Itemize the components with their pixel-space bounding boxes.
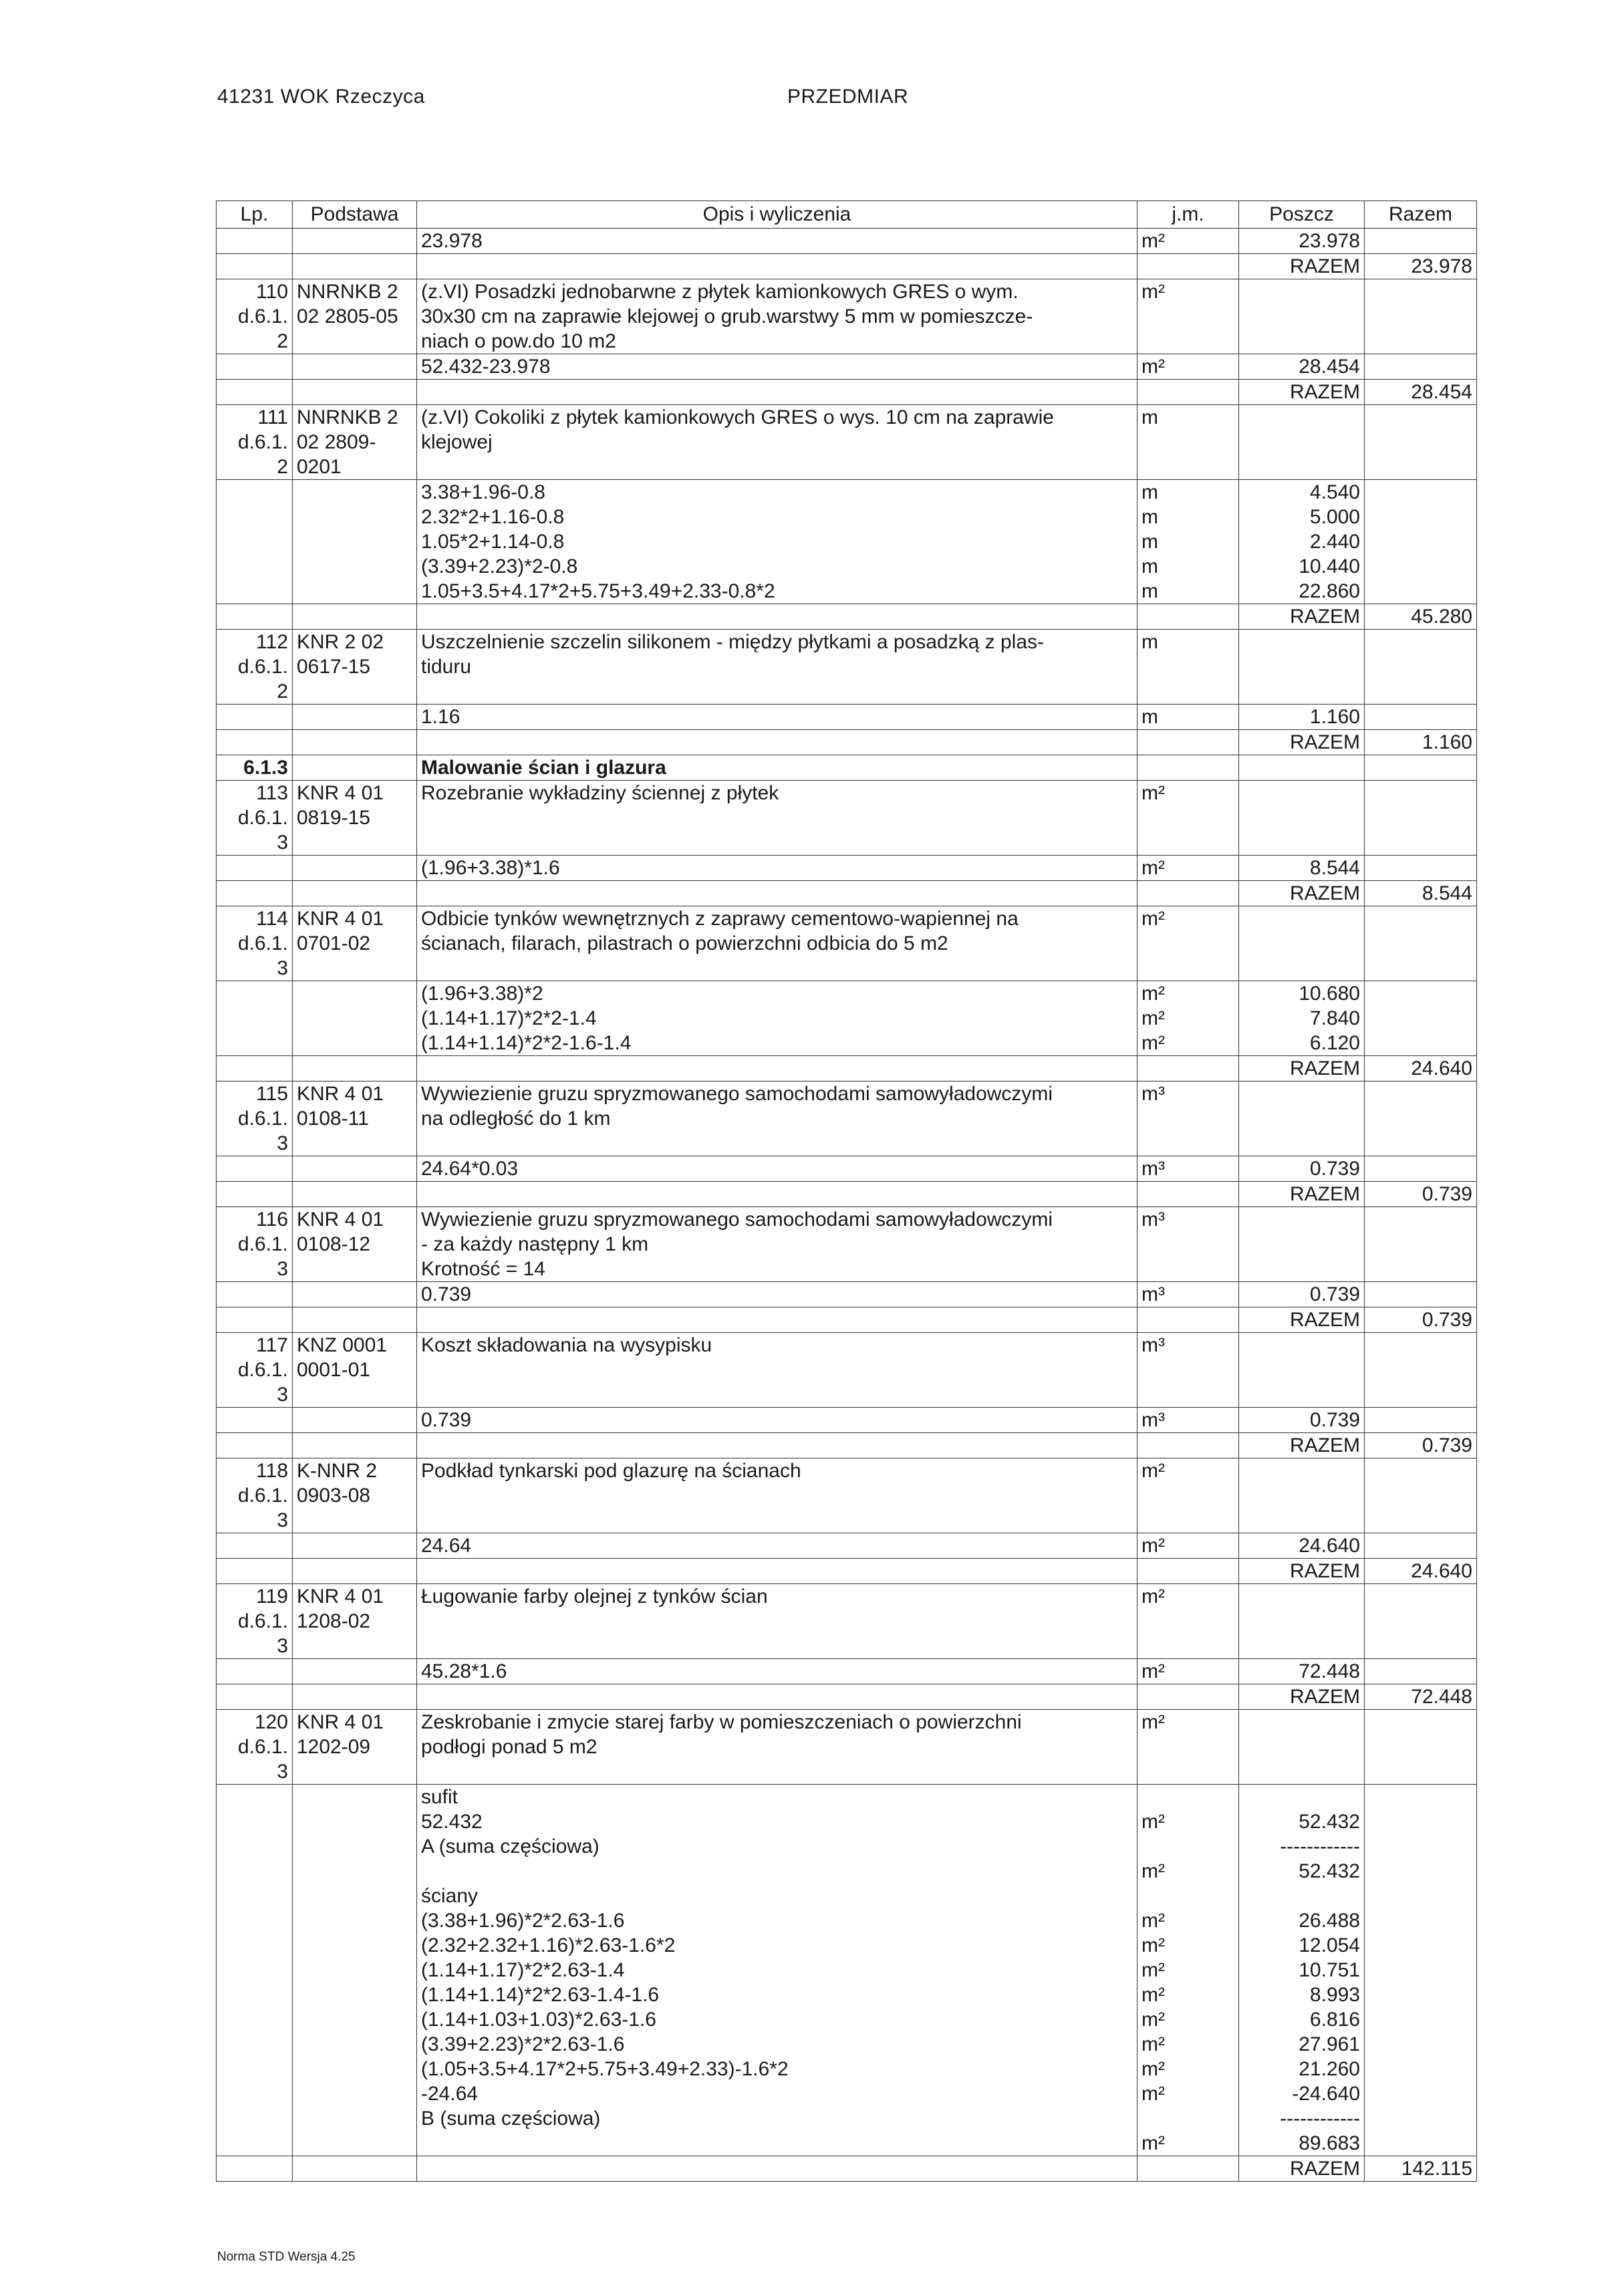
podstawa-cell <box>293 1684 417 1710</box>
jm-cell: m² <box>1137 279 1239 354</box>
lp-cell <box>217 1156 293 1182</box>
opis-cell: sufit 52.432 A (suma częściowa) ściany (3.38+1.96)*2*2.63-1.6 (2.32+2.32+1.16)*2.63-1.6*2 (1.14+1.17)*2*2.63-1.4 (1.14+1.14)*2*2.63-1.4-1.6 (1.14+1.03+1.03)*2.63-1.6 (3.39+2.23)*2*2.63-1.6 (1.05+3.5+4.17*2+5.75+3.49+2.33)-1.6*2 -24.64 B (suma częściowa) <box>417 1785 1137 2156</box>
razem-cell <box>1365 1333 1477 1408</box>
podstawa-cell <box>293 856 417 881</box>
header-company: 41231 WOK Rzeczyca <box>217 86 425 108</box>
opis-cell <box>417 254 1137 279</box>
poszcz-cell <box>1239 1207 1365 1282</box>
opis-cell <box>417 604 1137 630</box>
opis-cell: Wywiezienie gruzu spryzmowanego samochodami samowyładowczymi - za każdy następny 1 km Krotność = 14 <box>417 1207 1137 1282</box>
razem-cell <box>1365 1584 1477 1659</box>
lp-cell: 112 d.6.1. 2 <box>217 630 293 705</box>
table-header-row <box>217 201 1477 229</box>
podstawa-cell <box>293 881 417 906</box>
opis-cell: (z.VI) Posadzki jednobarwne z płytek kamionkowych GRES o wym. 30x30 cm na zaprawie klejowej o grub.warstwy 5 mm w pomieszcze- niach o pow.do 10 m2 <box>417 279 1137 354</box>
poszcz-cell: RAZEM <box>1239 380 1365 405</box>
poszcz-cell: 72.448 <box>1239 1659 1365 1684</box>
lp-cell <box>217 1433 293 1458</box>
razem-cell <box>1365 1533 1477 1559</box>
table-row <box>217 1559 1477 1584</box>
opis-cell: 0.739 <box>417 1282 1137 1307</box>
lp-cell <box>217 1282 293 1307</box>
table-row <box>217 254 1477 279</box>
table-row <box>217 1182 1477 1207</box>
table-row <box>217 1785 1477 2156</box>
opis-cell: Wywiezienie gruzu spryzmowanego samochodami samowyładowczymi na odległość do 1 km <box>417 1081 1137 1156</box>
opis-cell: Koszt składowania na wysypisku <box>417 1333 1137 1408</box>
jm-cell: m² <box>1137 906 1239 981</box>
jm-cell: m² <box>1137 1458 1239 1533</box>
opis-cell <box>417 1182 1137 1207</box>
poszcz-cell <box>1239 1333 1365 1408</box>
jm-cell: m <box>1137 630 1239 705</box>
table-row <box>217 1533 1477 1559</box>
lp-cell <box>217 705 293 730</box>
table-row <box>217 906 1477 981</box>
poszcz-cell <box>1239 1081 1365 1156</box>
table-row <box>217 229 1477 254</box>
podstawa-cell <box>293 755 417 781</box>
poszcz-cell: RAZEM <box>1239 730 1365 755</box>
podstawa-cell <box>293 1307 417 1333</box>
opis-cell: Uszczelnienie szczelin silikonem - między płytkami a posadzką z plas- tiduru <box>417 630 1137 705</box>
razem-cell <box>1365 480 1477 604</box>
podstawa-cell: K-NNR 2 0903-08 <box>293 1458 417 1533</box>
poszcz-cell <box>1239 1584 1365 1659</box>
jm-cell: m² m² m² <box>1137 981 1239 1056</box>
lp-cell <box>217 1408 293 1433</box>
jm-cell <box>1137 380 1239 405</box>
jm-cell: m² <box>1137 1659 1239 1684</box>
podstawa-cell <box>293 1559 417 1584</box>
table-row <box>217 405 1477 480</box>
razem-cell: 45.280 <box>1365 604 1477 630</box>
table-row <box>217 1684 1477 1710</box>
podstawa-cell <box>293 1056 417 1081</box>
opis-cell: 52.432-23.978 <box>417 354 1137 380</box>
podstawa-cell: NNRNKB 2 02 2805-05 <box>293 279 417 354</box>
col-header-lp: Lp. <box>217 201 293 229</box>
jm-cell <box>1137 755 1239 781</box>
podstawa-cell: KNR 4 01 0819-15 <box>293 781 417 856</box>
table-row <box>217 1207 1477 1282</box>
table-row <box>217 1408 1477 1433</box>
poszcz-cell: 28.454 <box>1239 354 1365 380</box>
podstawa-cell: KNR 4 01 0108-11 <box>293 1081 417 1156</box>
poszcz-cell <box>1239 279 1365 354</box>
podstawa-cell: KNR 2 02 0617-15 <box>293 630 417 705</box>
jm-cell: m² <box>1137 1584 1239 1659</box>
lp-cell <box>217 881 293 906</box>
opis-cell: 24.64 <box>417 1533 1137 1559</box>
opis-cell <box>417 730 1137 755</box>
table-row <box>217 1307 1477 1333</box>
table-body <box>217 229 1477 2182</box>
razem-cell <box>1365 1408 1477 1433</box>
table-row <box>217 380 1477 405</box>
table-row <box>217 279 1477 354</box>
razem-cell: 0.739 <box>1365 1433 1477 1458</box>
podstawa-cell: KNZ 0001 0001-01 <box>293 1333 417 1408</box>
lp-cell <box>217 380 293 405</box>
razem-cell: 23.978 <box>1365 254 1477 279</box>
podstawa-cell <box>293 730 417 755</box>
opis-cell: Malowanie ścian i glazura <box>417 755 1137 781</box>
razem-cell <box>1365 405 1477 480</box>
col-header-opis: Opis i wyliczenia <box>417 201 1137 229</box>
razem-cell <box>1365 1710 1477 1785</box>
poszcz-cell: RAZEM <box>1239 254 1365 279</box>
poszcz-cell <box>1239 906 1365 981</box>
poszcz-cell: RAZEM <box>1239 604 1365 630</box>
lp-cell <box>217 1182 293 1207</box>
table-row <box>217 856 1477 881</box>
jm-cell: m³ <box>1137 1207 1239 1282</box>
opis-cell: 45.28*1.6 <box>417 1659 1137 1684</box>
podstawa-cell: KNR 4 01 0108-12 <box>293 1207 417 1282</box>
poszcz-cell: RAZEM <box>1239 1559 1365 1584</box>
podstawa-cell <box>293 981 417 1056</box>
opis-cell: Zeskrobanie i zmycie starej farby w pomieszczeniach o powierzchni podłogi ponad 5 m2 <box>417 1710 1137 1785</box>
podstawa-cell <box>293 1182 417 1207</box>
lp-cell: 114 d.6.1. 3 <box>217 906 293 981</box>
col-header-poszcz: Poszcz <box>1239 201 1365 229</box>
jm-cell <box>1137 1559 1239 1584</box>
razem-cell: 0.739 <box>1365 1182 1477 1207</box>
razem-cell <box>1365 354 1477 380</box>
col-header-jm: j.m. <box>1137 201 1239 229</box>
footer-version: Norma STD Wersja 4.25 <box>217 2250 356 2264</box>
jm-cell <box>1137 881 1239 906</box>
lp-cell <box>217 604 293 630</box>
poszcz-cell: 8.544 <box>1239 856 1365 881</box>
opis-cell: Rozebranie wykładziny ściennej z płytek <box>417 781 1137 856</box>
col-header-podstawa: Podstawa <box>293 201 417 229</box>
opis-cell <box>417 380 1137 405</box>
opis-cell <box>417 1559 1137 1584</box>
poszcz-cell: RAZEM <box>1239 1056 1365 1081</box>
table-row <box>217 781 1477 856</box>
lp-cell <box>217 1785 293 2156</box>
poszcz-cell: 0.739 <box>1239 1282 1365 1307</box>
jm-cell <box>1137 254 1239 279</box>
opis-cell: 23.978 <box>417 229 1137 254</box>
lp-cell: 110 d.6.1. 2 <box>217 279 293 354</box>
poszcz-cell: RAZEM <box>1239 2156 1365 2182</box>
razem-cell <box>1365 630 1477 705</box>
poszcz-cell: 0.739 <box>1239 1156 1365 1182</box>
lp-cell: 120 d.6.1. 3 <box>217 1710 293 1785</box>
podstawa-cell: KNR 4 01 1208-02 <box>293 1584 417 1659</box>
opis-cell: Podkład tynkarski pod glazurę na ścianach <box>417 1458 1137 1533</box>
table-row <box>217 881 1477 906</box>
table-row <box>217 1056 1477 1081</box>
table-row <box>217 1433 1477 1458</box>
opis-cell <box>417 1307 1137 1333</box>
poszcz-cell: RAZEM <box>1239 1684 1365 1710</box>
razem-cell: 24.640 <box>1365 1559 1477 1584</box>
jm-cell <box>1137 2156 1239 2182</box>
header-title: PRZEDMIAR <box>787 86 909 108</box>
lp-cell <box>217 1056 293 1081</box>
jm-cell: m³ <box>1137 1282 1239 1307</box>
table-row <box>217 630 1477 705</box>
jm-cell: m² <box>1137 781 1239 856</box>
podstawa-cell <box>293 229 417 254</box>
jm-cell: m <box>1137 405 1239 480</box>
poszcz-cell <box>1239 1710 1365 1785</box>
table-row <box>217 1156 1477 1182</box>
jm-cell <box>1137 1307 1239 1333</box>
lp-cell: 113 d.6.1. 3 <box>217 781 293 856</box>
podstawa-cell <box>293 1659 417 1684</box>
poszcz-cell <box>1239 755 1365 781</box>
razem-cell: 1.160 <box>1365 730 1477 755</box>
table-row <box>217 1081 1477 1156</box>
podstawa-cell: NNRNKB 2 02 2809- 0201 <box>293 405 417 480</box>
podstawa-cell: KNR 4 01 0701-02 <box>293 906 417 981</box>
poszcz-cell: 23.978 <box>1239 229 1365 254</box>
opis-cell: (1.96+3.38)*2 (1.14+1.17)*2*2-1.4 (1.14+1.14)*2*2-1.6-1.4 <box>417 981 1137 1056</box>
table-row <box>217 1458 1477 1533</box>
razem-cell <box>1365 705 1477 730</box>
poszcz-cell: 52.432 ------------ 52.432 26.488 12.054 10.751 8.993 6.816 27.961 21.260 -24.640 ------------ 89.683 <box>1239 1785 1365 2156</box>
lp-cell <box>217 856 293 881</box>
poszcz-cell: 0.739 <box>1239 1408 1365 1433</box>
razem-cell <box>1365 781 1477 856</box>
table-row <box>217 604 1477 630</box>
razem-cell <box>1365 1458 1477 1533</box>
jm-cell: m³ <box>1137 1081 1239 1156</box>
jm-cell: m³ <box>1137 1156 1239 1182</box>
jm-cell: m² <box>1137 1533 1239 1559</box>
lp-cell <box>217 254 293 279</box>
poszcz-cell: RAZEM <box>1239 1433 1365 1458</box>
table-row <box>217 730 1477 755</box>
poszcz-cell: 10.680 7.840 6.120 <box>1239 981 1365 1056</box>
razem-cell <box>1365 1156 1477 1182</box>
podstawa-cell <box>293 1408 417 1433</box>
lp-cell <box>217 981 293 1056</box>
razem-cell: 8.544 <box>1365 881 1477 906</box>
opis-cell <box>417 2156 1137 2182</box>
lp-cell: 117 d.6.1. 3 <box>217 1333 293 1408</box>
podstawa-cell <box>293 380 417 405</box>
razem-cell <box>1365 1081 1477 1156</box>
opis-cell <box>417 1433 1137 1458</box>
podstawa-cell <box>293 1785 417 2156</box>
lp-cell <box>217 1533 293 1559</box>
lp-cell <box>217 2156 293 2182</box>
jm-cell: m² <box>1137 229 1239 254</box>
poszcz-cell: RAZEM <box>1239 881 1365 906</box>
poszcz-cell <box>1239 1458 1365 1533</box>
lp-cell <box>217 1659 293 1684</box>
jm-cell: m³ <box>1137 1333 1239 1408</box>
poszcz-cell <box>1239 630 1365 705</box>
razem-cell <box>1365 229 1477 254</box>
lp-cell <box>217 730 293 755</box>
opis-cell <box>417 1684 1137 1710</box>
podstawa-cell <box>293 1156 417 1182</box>
razem-cell <box>1365 1282 1477 1307</box>
jm-cell: m m m m m <box>1137 480 1239 604</box>
table-row <box>217 2156 1477 2182</box>
razem-cell <box>1365 981 1477 1056</box>
lp-cell: 119 d.6.1. 3 <box>217 1584 293 1659</box>
table-row <box>217 1584 1477 1659</box>
opis-cell <box>417 881 1137 906</box>
lp-cell: 115 d.6.1. 3 <box>217 1081 293 1156</box>
opis-cell <box>417 1056 1137 1081</box>
table-row <box>217 705 1477 730</box>
razem-cell <box>1365 279 1477 354</box>
table-row <box>217 1659 1477 1684</box>
lp-cell: 6.1.3 <box>217 755 293 781</box>
opis-cell: 3.38+1.96-0.8 2.32*2+1.16-0.8 1.05*2+1.14-0.8 (3.39+2.23)*2-0.8 1.05+3.5+4.17*2+5.75+3.49+2.33-0.8*2 <box>417 480 1137 604</box>
table-row <box>217 1333 1477 1408</box>
poszcz-cell <box>1239 781 1365 856</box>
opis-cell: Odbicie tynków wewnętrznych z zaprawy cementowo-wapiennej na ścianach, filarach, pilastrach o powierzchni odbicia do 5 m2 <box>417 906 1137 981</box>
podstawa-cell <box>293 1282 417 1307</box>
jm-cell <box>1137 730 1239 755</box>
podstawa-cell <box>293 254 417 279</box>
razem-cell: 142.115 <box>1365 2156 1477 2182</box>
lp-cell <box>217 229 293 254</box>
razem-cell <box>1365 1659 1477 1684</box>
podstawa-cell <box>293 1433 417 1458</box>
podstawa-cell <box>293 1533 417 1559</box>
lp-cell <box>217 1684 293 1710</box>
razem-cell <box>1365 1207 1477 1282</box>
razem-cell <box>1365 906 1477 981</box>
jm-cell <box>1137 1182 1239 1207</box>
jm-cell: m² <box>1137 1710 1239 1785</box>
razem-cell <box>1365 1785 1477 2156</box>
jm-cell: m² <box>1137 856 1239 881</box>
podstawa-cell <box>293 2156 417 2182</box>
lp-cell: 116 d.6.1. 3 <box>217 1207 293 1282</box>
opis-cell: 0.739 <box>417 1408 1137 1433</box>
jm-cell <box>1137 1056 1239 1081</box>
lp-cell <box>217 354 293 380</box>
col-header-razem: Razem <box>1365 201 1477 229</box>
estimate-table <box>216 201 1477 2182</box>
razem-cell: 24.640 <box>1365 1056 1477 1081</box>
podstawa-cell <box>293 354 417 380</box>
section-row <box>217 755 1477 781</box>
jm-cell: m² m² m² m² m² m² m² m² m² m² m² <box>1137 1785 1239 2156</box>
table-row <box>217 1282 1477 1307</box>
lp-cell <box>217 1559 293 1584</box>
lp-cell <box>217 480 293 604</box>
poszcz-cell: RAZEM <box>1239 1182 1365 1207</box>
poszcz-cell: RAZEM <box>1239 1307 1365 1333</box>
table-row <box>217 1710 1477 1785</box>
podstawa-cell: KNR 4 01 1202-09 <box>293 1710 417 1785</box>
jm-cell <box>1137 604 1239 630</box>
table-row <box>217 981 1477 1056</box>
table-row <box>217 480 1477 604</box>
opis-cell: Ługowanie farby olejnej z tynków ścian <box>417 1584 1137 1659</box>
jm-cell: m² <box>1137 354 1239 380</box>
lp-cell: 118 d.6.1. 3 <box>217 1458 293 1533</box>
jm-cell: m <box>1137 705 1239 730</box>
razem-cell <box>1365 856 1477 881</box>
opis-cell: 24.64*0.03 <box>417 1156 1137 1182</box>
poszcz-cell: 4.540 5.000 2.440 10.440 22.860 <box>1239 480 1365 604</box>
poszcz-cell: 24.640 <box>1239 1533 1365 1559</box>
jm-cell <box>1137 1684 1239 1710</box>
opis-cell: (1.96+3.38)*1.6 <box>417 856 1137 881</box>
razem-cell: 28.454 <box>1365 380 1477 405</box>
lp-cell: 111 d.6.1. 2 <box>217 405 293 480</box>
opis-cell: 1.16 <box>417 705 1137 730</box>
jm-cell <box>1137 1433 1239 1458</box>
podstawa-cell <box>293 604 417 630</box>
opis-cell: (z.VI) Cokoliki z płytek kamionkowych GRES o wys. 10 cm na zaprawie klejowej <box>417 405 1137 480</box>
podstawa-cell <box>293 705 417 730</box>
razem-cell <box>1365 755 1477 781</box>
razem-cell: 72.448 <box>1365 1684 1477 1710</box>
table-row <box>217 354 1477 380</box>
razem-cell: 0.739 <box>1365 1307 1477 1333</box>
podstawa-cell <box>293 480 417 604</box>
jm-cell: m³ <box>1137 1408 1239 1433</box>
lp-cell <box>217 1307 293 1333</box>
poszcz-cell <box>1239 405 1365 480</box>
poszcz-cell: 1.160 <box>1239 705 1365 730</box>
